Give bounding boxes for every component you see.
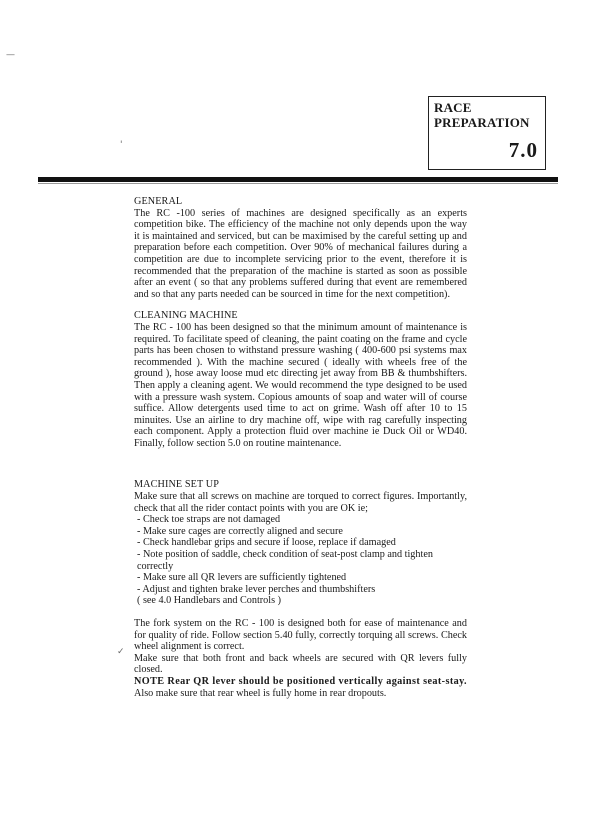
cleaning-body: The RC - 100 has been designed so that the minimum amount of maintenance is required. To facilitate speed of cleaning, the paint coating on the frame and cycle parts has been chosen to withstand pressure washing ( 400-600 psi systems max recommended ). With the machine secured ( ideally with wheels free of the ground ), hose away loose mud etc directing jet away from BB & thumbshifters. Then apply a cleaning agent. We would recommend the type designed to be used with a pressure wash system. Copious amounts of soap and water will of course suffice. Allow detergents used time to act on grime. Wash off after 10 to 15 minuites. Use an airline to dry machine off, wipe with rag carefully inspecting each component. Apply a protection fluid over machine ie Duck Oil or WD40. Finally, follow section 5.0 on routine maintenance. — [134, 321, 467, 449]
general-body: The RC -100 series of machines are designed specifically as an experts competition bike. The efficiency of the machine not only depends upon the way it is maintained and serviced, but can be maximised by the careful setting up and preparation before each competition. Over 90% of mechanical failures during a competition are due to incomplete servicing prior to the event, therefore it is recommended that the preparation of the machine is started as soon as possible after an event ( so that any problems suffered during that event are remembered and so that any parts needed can be sourced in time for the next competition). — [134, 207, 467, 300]
section-header-box — [428, 96, 546, 170]
general-heading: GENERAL — [134, 196, 183, 207]
wheels-paragraph: Make sure that both front and back wheels are secured with QR levers fully closed. — [134, 652, 467, 676]
checklist-item: ( see 4.0 Handlebars and Controls ) — [137, 595, 282, 607]
note-paragraph — [134, 676, 467, 699]
setup-intro: Make sure that all screws on machine are torqued to correct figures. Importantly, check that all the rider contact points with you are OK ie; — [134, 491, 467, 514]
setup-section — [134, 479, 467, 699]
checklist-item: - Make sure cages are correctly aligned and secure — [137, 525, 343, 537]
header-rule — [38, 177, 558, 182]
scan-mark: ' — [120, 140, 123, 150]
general-section — [134, 196, 467, 300]
spacer — [134, 607, 467, 618]
setup-heading: MACHINE SET UP — [134, 479, 219, 491]
note-rest-text: Also make sure that rear wheel is fully home in rear dropouts. — [134, 687, 387, 699]
note-bold-text: NOTE Rear QR lever should be positioned vertically against seat-stay. — [134, 675, 467, 687]
checklist-item: - Check handlebar grips and secure if loose, replace if damaged — [137, 537, 396, 549]
checklist-item: - Adjust and tighten brake lever perches and thumbshifters — [137, 583, 376, 595]
tick-mark: ✓ — [117, 647, 125, 657]
fork-paragraph: The fork system on the RC - 100 is designed both for ease of maintenance and for quality of ride. Follow section 5.40 fully, correctly torquing all screws. Check wheel alignment is correct. — [134, 618, 467, 653]
scan-mark: — — [6, 50, 15, 60]
cleaning-section — [134, 310, 467, 449]
section-title — [434, 100, 530, 130]
checklist-item: - Make sure all QR levers are sufficiently tightened — [137, 572, 347, 584]
page-content — [134, 196, 467, 709]
section-title-line1: RACE — [434, 100, 472, 115]
header-rule-shadow — [38, 183, 558, 184]
checklist-item: - Note position of saddle, check condition of seat-post clamp and tighten correctly — [137, 549, 433, 572]
checklist-item: - Check toe straps are not damaged — [137, 514, 281, 526]
cleaning-heading: CLEANING MACHINE — [134, 310, 238, 322]
section-number: 7.0 — [508, 138, 538, 162]
setup-checklist — [134, 514, 467, 607]
section-title-line2: PREPARATION — [434, 115, 530, 130]
